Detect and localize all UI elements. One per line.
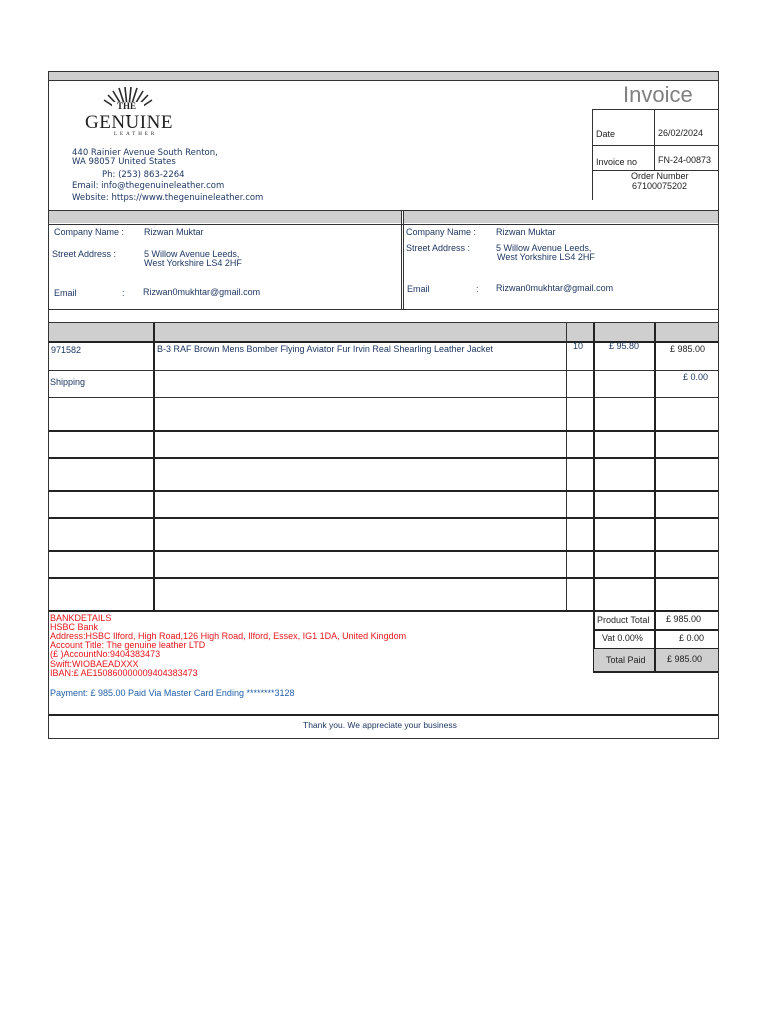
invoice-title: Invoice <box>623 82 693 107</box>
ship-email-label: Email <box>407 284 430 294</box>
vat-value: £ 0.00 <box>679 633 705 643</box>
bank-account-no: (£ )AccountNo:9404383473 <box>50 649 161 659</box>
ship-street-line1: 5 Willow Avenue Leeds, <box>496 243 592 253</box>
bill-email-label: Email <box>54 288 77 298</box>
ship-email-value[interactable]: Rizwan0mukhtar@gmail.com <box>496 283 614 293</box>
shipping-label: Shipping <box>50 377 86 387</box>
total-paid-label: Total Paid <box>606 655 646 665</box>
ship-company-label: Company Name : <box>406 227 477 237</box>
bill-to-header <box>49 211 401 223</box>
bill-email-colon: : <box>122 288 125 298</box>
order-number-value: 67100075202 <box>632 181 688 191</box>
footer-thanks: Thank you. We appreciate your business <box>303 720 457 730</box>
bank-address: Address:HSBC Ilford, High Road,126 High Road, Ilford, Essex, IG1 1DA, United Kingdom <box>50 631 407 641</box>
bank-swift: Swift:WIOBAEADXXX <box>50 659 139 669</box>
logo-subtitle: LEATHER <box>114 132 158 137</box>
bill-street-line1: 5 Willow Avenue Leeds, <box>144 249 240 259</box>
item-amount: £ 985.00 <box>670 344 706 354</box>
item-description: B-3 RAF Brown Mens Bomber Flying Aviator Fur Irvin Real Shearling Leather Jacket <box>157 344 493 354</box>
ship-company-value: Rizwan Muktar <box>496 227 556 237</box>
date-value: 26/02/2024 <box>658 128 704 138</box>
ship-email-colon: : <box>476 284 479 294</box>
bill-company-label: Company Name : <box>54 227 125 237</box>
item-sku: 971582 <box>51 345 82 355</box>
company-address-line1: 440 Rainier Avenue South Renton, <box>72 148 218 158</box>
item-unit-price: £ 95.80 <box>609 341 640 351</box>
company-email[interactable]: Email: info@thegenuineleather.com <box>72 181 225 191</box>
top-band <box>49 72 718 80</box>
bank-name: HSBC Bank <box>50 622 99 632</box>
logo-the: THE <box>117 101 137 111</box>
items-header <box>49 323 718 341</box>
invoice-no-label: Invoice no <box>596 157 638 167</box>
ship-to-header <box>404 211 718 223</box>
invoice-no-value: FN-24-00873 <box>658 155 712 165</box>
bank-account-title: Account Title: The genuine leather LTD <box>50 640 206 650</box>
logo-name: GENUINE <box>85 112 173 133</box>
bill-street-line2: West Yorkshire LS4 2HF <box>144 258 242 268</box>
order-number-label: Order Number <box>631 171 689 181</box>
company-logo <box>84 86 174 141</box>
bill-email-value[interactable]: Rizwan0mukhtar@gmail.com <box>143 287 261 297</box>
company-website[interactable]: Website: https://www.thegenuineleather.com <box>72 193 264 203</box>
shipping-amount: £ 0.00 <box>683 372 709 382</box>
product-total-label: Product Total <box>597 615 650 625</box>
ship-street-label: Street Address : <box>406 243 471 253</box>
total-paid-value: £ 985.00 <box>667 654 703 664</box>
bill-street-label: Street Address : <box>52 249 117 259</box>
company-address-line2: WA 98057 United States <box>72 157 176 167</box>
bill-company-value: Rizwan Muktar <box>144 227 204 237</box>
item-qty: 10 <box>573 341 584 351</box>
date-label: Date <box>596 129 616 139</box>
bank-iban: IBAN:£ AE150860000009404383473 <box>50 668 198 678</box>
ship-street-line2: West Yorkshire LS4 2HF <box>497 252 595 262</box>
payment-note: Payment: £ 985.00 Paid Via Master Card Ending ********3128 <box>50 688 295 698</box>
vat-label: Vat 0.00% <box>602 633 643 643</box>
company-phone: Ph: (253) 863-2264 <box>102 170 185 180</box>
bank-heading: BANKDETAILS <box>50 613 112 623</box>
product-total-value: £ 985.00 <box>666 614 702 624</box>
